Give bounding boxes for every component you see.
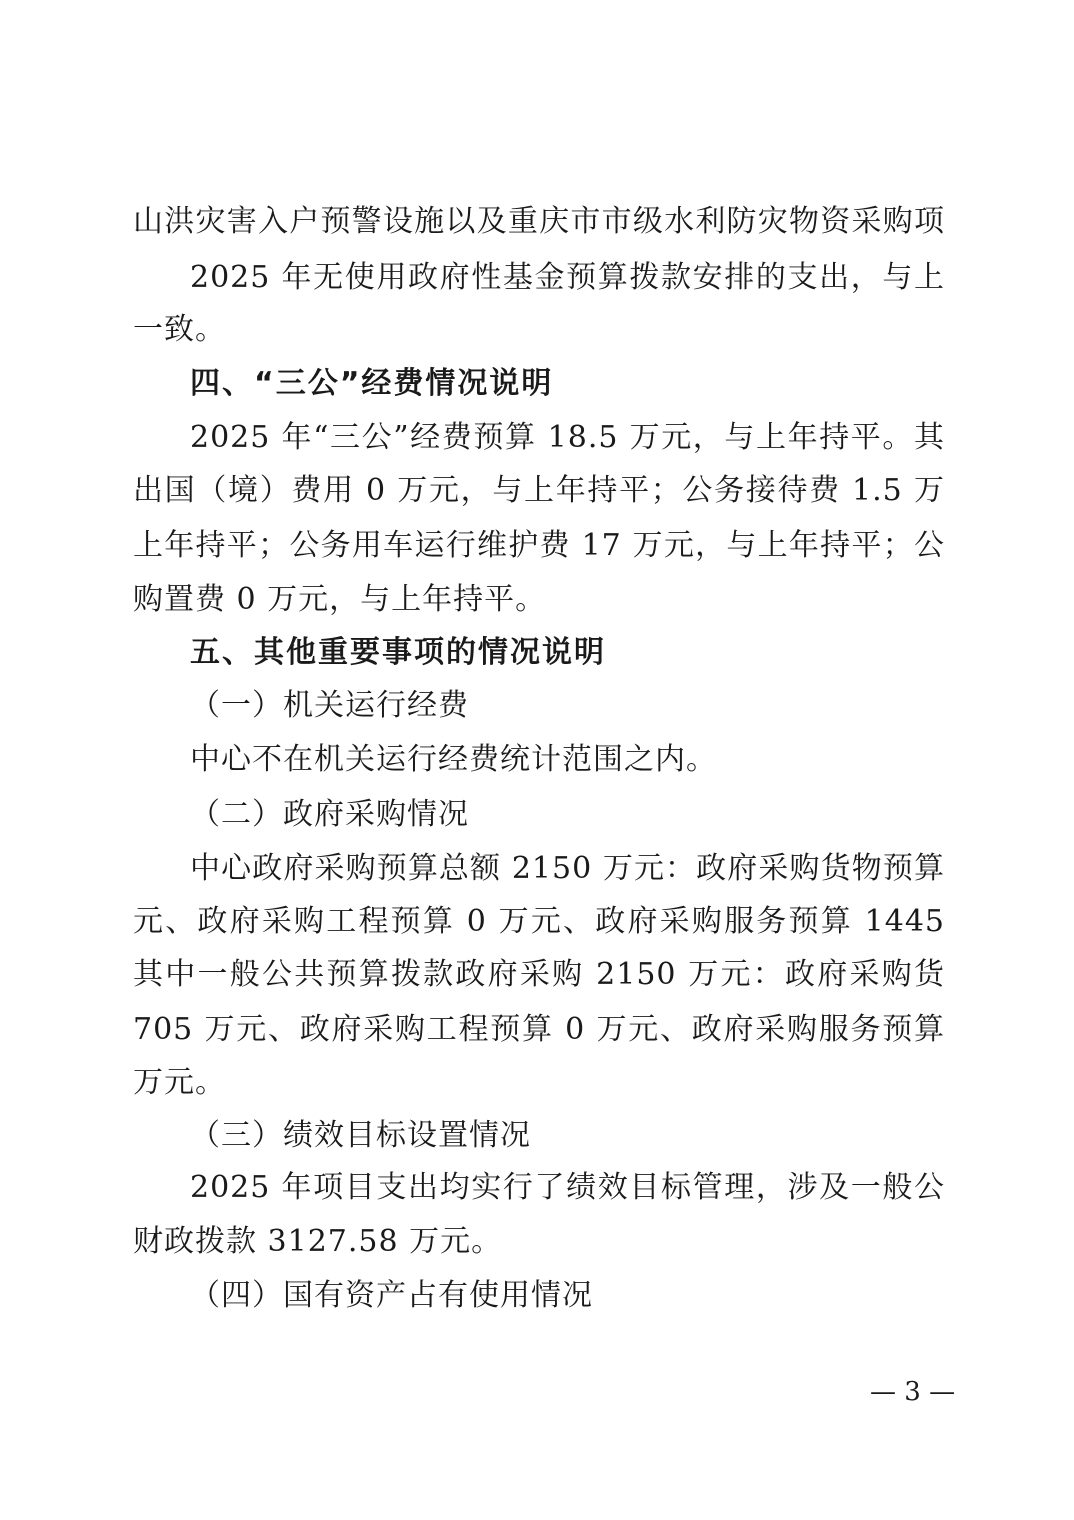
paragraph-line-2: 2025 年无使用政府性基金预算拨款安排的支出，与上 xyxy=(190,260,945,295)
paragraph-line-20: 财政拨款 3127.58 万元。 xyxy=(133,1224,503,1259)
paragraph-line-5: 2025 年“三公”经费预算 18.5 万元，与上年持平。其 xyxy=(190,420,945,455)
paragraph-line-16: 705 万元、政府采购工程预算 0 万元、政府采购服务预算 xyxy=(133,1012,945,1047)
subsection-heading-2: （二）政府采购情况 xyxy=(190,797,469,832)
paragraph-line-6: 出国（境）费用 0 万元，与上年持平；公务接待费 1.5 万 xyxy=(133,473,945,508)
paragraph-line-7: 上年持平；公务用车运行维护费 17 万元，与上年持平；公 xyxy=(133,528,945,563)
subsection-heading-4: （四）国有资产占有使用情况 xyxy=(190,1278,593,1313)
paragraph-line-13: 中心政府采购预算总额 2150 万元：政府采购货物预算 xyxy=(190,851,945,886)
paragraph-line-3: 一致。 xyxy=(133,312,226,347)
paragraph-line-8: 购置费 0 万元，与上年持平。 xyxy=(133,582,547,617)
paragraph-line-19: 2025 年项目支出均实行了绩效目标管理，涉及一般公 xyxy=(190,1170,945,1205)
subsection-heading-3: （三）绩效目标设置情况 xyxy=(190,1118,531,1153)
paragraph-line-14: 元、政府采购工程预算 0 万元、政府采购服务预算 1445 xyxy=(133,904,945,939)
paragraph-line-11: 中心不在机关运行经费统计范围之内。 xyxy=(190,742,717,777)
subsection-heading-1: （一）机关运行经费 xyxy=(190,688,469,723)
section-heading-4: 四、“三公”经费情况说明 xyxy=(190,366,554,401)
paragraph-line-17: 万元。 xyxy=(133,1065,226,1100)
page-number: — 3 — xyxy=(870,1377,956,1407)
paragraph-line-1: 山洪灾害入户预警设施以及重庆市市级水利防灾物资采购项 xyxy=(133,204,945,239)
section-heading-5: 五、其他重要事项的情况说明 xyxy=(190,635,606,670)
paragraph-line-15: 其中一般公共预算拨款政府采购 2150 万元：政府采购货 xyxy=(133,957,945,992)
